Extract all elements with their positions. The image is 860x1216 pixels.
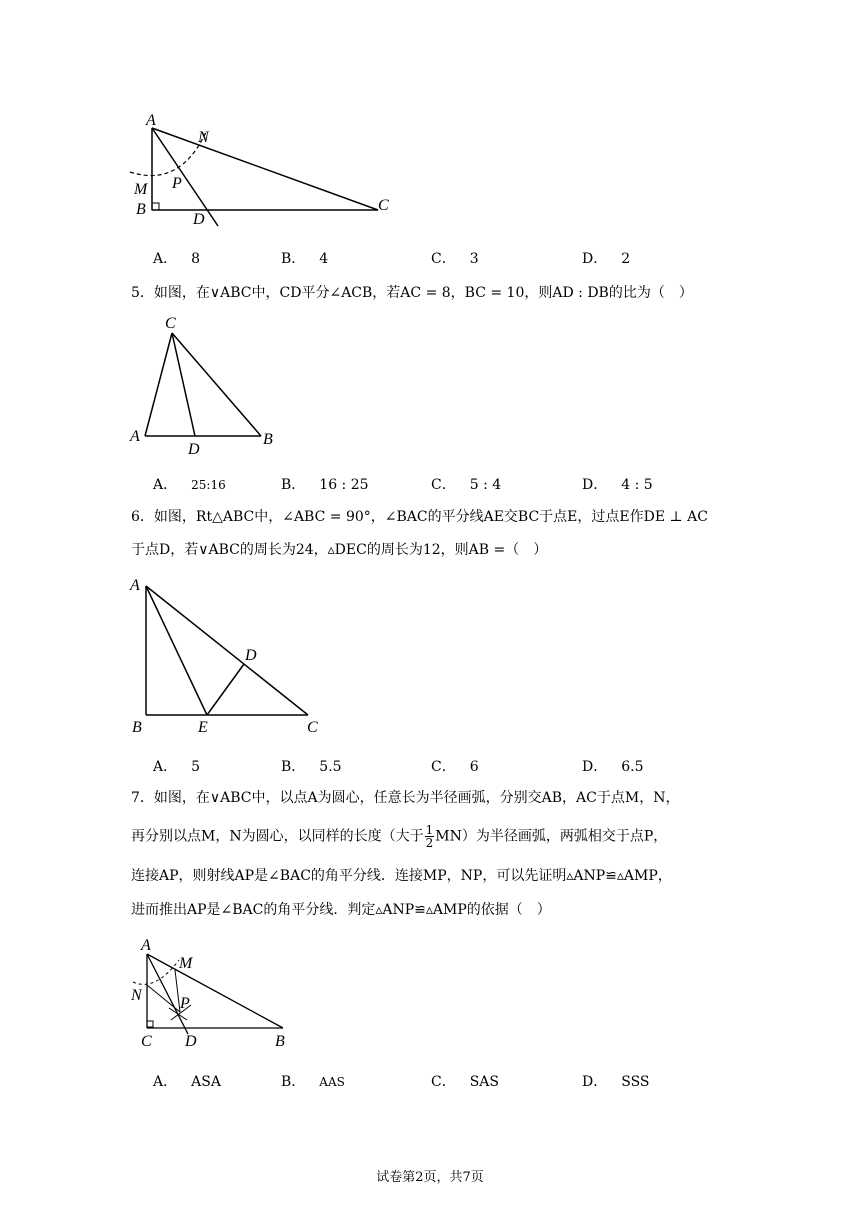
frac-denominator: 2 (425, 836, 434, 850)
q7-label-A: A (141, 937, 151, 954)
q5-label-B: B (263, 431, 273, 448)
q4-label-P: P (172, 175, 182, 192)
q7-label-N: N (131, 987, 142, 1004)
q5-option-a: A． 25:16 (153, 477, 226, 493)
q7-stem-line2-b: MN）为半径画弧，两弧相交于点P， (435, 828, 668, 845)
q7-stem-line2 (131, 824, 667, 849)
q6-option-c: C． 6 (431, 759, 479, 775)
fraction-half (425, 824, 435, 849)
q7-option-c: C． SAS (431, 1074, 500, 1090)
q7-option-d: D． SSS (582, 1074, 650, 1090)
q4-label-M: M (134, 181, 148, 198)
q4-label-C: C (378, 197, 389, 214)
q6-option-b: B． 5.5 (281, 759, 342, 775)
q7-stem-line4: 进而推出AP是∠BAC的角平分线．判定▵ANP≌▵AMP的依据（ ） (131, 902, 551, 918)
q7-stem-line1: 7．如图，在∨ABC中，以点A为圆心，任意长为半径画弧，分别交AB，AC于点M，N， (131, 790, 680, 806)
q7-stem-line3: 连接AP，则射线AP是∠BAC的角平分线．连接MP，NP，可以先证明▵ANP≌▵AMP， (131, 868, 672, 884)
q5-label-C: C (165, 315, 176, 332)
q5-label-D: D (188, 441, 200, 458)
q7-option-b: B． AAS (281, 1074, 345, 1090)
q4-label-A: A (146, 112, 156, 129)
q4-figure (120, 110, 410, 235)
frac-numerator: 1 (425, 823, 434, 837)
q6-label-A: A (130, 577, 140, 594)
page-footer: 试卷第2页，共7页 (376, 1170, 484, 1185)
q4-option-c: C． 3 (431, 251, 479, 267)
q7-label-C: C (141, 1033, 152, 1050)
q4-label-B: B (136, 201, 146, 218)
q4-label-D: D (193, 211, 205, 228)
q6-option-d: D． 6.5 (582, 759, 644, 775)
q5-option-b: B． 16 : 25 (281, 477, 369, 493)
q7-label-M: M (179, 955, 193, 972)
q7-label-D: D (185, 1033, 197, 1050)
q5-option-d: D． 4 : 5 (582, 477, 653, 493)
q4-label-N: N (198, 129, 209, 146)
q4-option-a: A． 8 (153, 251, 201, 267)
q4-option-d: D． 2 (582, 251, 631, 267)
q7-option-a: A． ASA (153, 1074, 221, 1090)
q6-label-B: B (132, 719, 142, 736)
q7-figure (125, 930, 300, 1055)
q7-label-P: P (180, 995, 190, 1012)
q5-option-c: C． 5 : 4 (431, 477, 502, 493)
q7-stem-line2-a: 再分别以点M，N为圆心，以同样的长度（大于 (131, 828, 424, 845)
q5-stem: 5．如图，在∨ABC中，CD平分∠ACB，若AC = 8，BC = 10，则AD : DB的比为（ ） (131, 285, 693, 301)
q4-option-b: B． 4 (281, 251, 329, 267)
q6-label-C: C (307, 719, 318, 736)
q5-label-A: A (130, 428, 140, 445)
q7-label-B: B (275, 1033, 285, 1050)
q6-figure (125, 570, 330, 740)
q6-option-a: A． 5 (153, 759, 201, 775)
q6-label-E: E (198, 719, 208, 736)
q6-stem-line1: 6．如图，Rt△ABC中，∠ABC = 90°，∠BAC的平分线AE交BC于点E，过点E作DE ⊥ AC (131, 509, 708, 525)
q6-stem-line2: 于点D，若∨ABC的周长为24，▵DEC的周长为12，则AB =（ ） (131, 542, 548, 558)
q5-figure (125, 308, 285, 458)
q6-label-D: D (245, 647, 257, 664)
